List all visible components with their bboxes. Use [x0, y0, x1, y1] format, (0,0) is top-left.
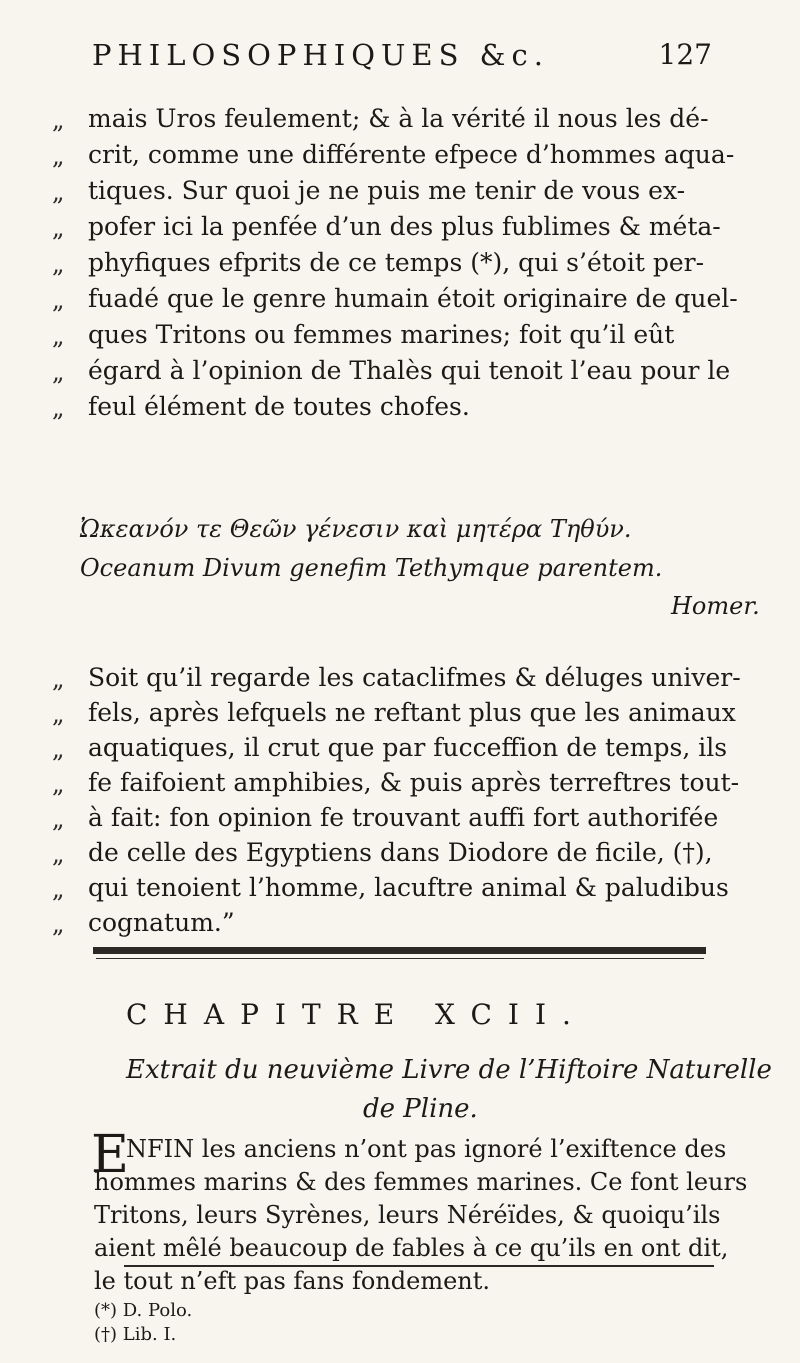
- margin-quote-mark: „: [52, 250, 65, 278]
- text-line-content: aquatiques, il crut que par fucceffion de temps, ils: [88, 733, 728, 762]
- margin-quote-mark: „: [52, 178, 65, 206]
- chapter-paragraph-line: le tout n’eft pas fans fondement.: [94, 1267, 491, 1295]
- greek-quotation: Ὠκεανόν τε Θεῶν γένεσιν καὶ μητέρα Τηθύν.: [80, 515, 632, 543]
- chapter-title: CHAPITRE XCII.: [126, 998, 587, 1031]
- chapter-paragraph-line: hommes marins & des femmes marines. Ce font leurs: [94, 1168, 748, 1196]
- latin-quotation: Oceanum Divum genefim Tethymque parentem.: [80, 554, 663, 582]
- text-line-content: cognatum.”: [88, 908, 235, 937]
- running-head: [92, 38, 712, 88]
- text-line-content: qui tenoient l’homme, lacuftre animal & paludibus: [88, 873, 729, 902]
- text-line-content: mais Uros feulement; & à la vérité il nous les dé-: [88, 104, 709, 133]
- margin-quote-mark: „: [52, 358, 65, 386]
- chapter-rule-thin: [96, 958, 704, 959]
- text-line-content: à fait: fon opinion fe trouvant auffi fort authorifée: [88, 803, 719, 832]
- margin-quote-mark: „: [52, 910, 65, 938]
- margin-quote-mark: „: [52, 142, 65, 170]
- margin-quote-mark: „: [52, 840, 65, 868]
- chapter-subtitle-line-2: de Pline.: [363, 1094, 478, 1124]
- text-line-content: fels, après lefquels ne reftant plus que les animaux: [88, 698, 736, 727]
- margin-quote-mark: „: [52, 214, 65, 242]
- footnote-2: (†) Lib. I.: [94, 1324, 177, 1345]
- margin-quote-mark: „: [52, 286, 65, 314]
- text-line-content: tiques. Sur quoi je ne puis me tenir de vous ex-: [88, 176, 686, 205]
- text-line-content: égard à l’opinion de Thalès qui tenoit l’eau pour le: [88, 356, 731, 385]
- drop-cap: E: [91, 1125, 129, 1185]
- chapter-paragraph-line: aient mêlé beaucoup de fables à ce qu’ils en ont dit,: [94, 1234, 729, 1262]
- text-line-content: fe faifoient amphibies, & puis après terreftres tout-: [88, 768, 740, 797]
- margin-quote-mark: „: [52, 770, 65, 798]
- chapter-rule-thick: [93, 947, 706, 954]
- margin-quote-mark: „: [52, 805, 65, 833]
- margin-quote-mark: „: [52, 735, 65, 763]
- margin-quote-mark: „: [52, 700, 65, 728]
- chapter-paragraph-line: Tritons, leurs Syrènes, leurs Néréïdes, & quoiqu’ils: [94, 1201, 721, 1229]
- chapter-subtitle-line-1: Extrait du neuvième Livre de l’Hiftoire Naturelle: [126, 1055, 772, 1085]
- text-line-content: fuadé que le genre humain étoit originaire de quel-: [88, 284, 738, 313]
- chapter-paragraph-line: NFIN les anciens n’ont pas ignoré l’exiftence des: [126, 1135, 727, 1163]
- text-line-content: phyfiques efprits de ce temps (*), qui s’étoit per-: [88, 248, 705, 277]
- margin-quote-mark: „: [52, 322, 65, 350]
- text-line-content: pofer ici la penfée d’un des plus fublimes & méta-: [88, 212, 721, 241]
- page-number: 127: [658, 38, 712, 71]
- footnote-rule: [124, 1265, 714, 1267]
- text-line-content: crit, comme une différente efpece d’hommes aqua-: [88, 140, 735, 169]
- text-line-content: feul élément de toutes chofes.: [88, 392, 470, 421]
- quotation-author: Homer.: [671, 592, 760, 620]
- margin-quote-mark: „: [52, 106, 65, 134]
- footnote-1: (*) D. Polo.: [94, 1300, 193, 1321]
- margin-quote-mark: „: [52, 394, 65, 422]
- margin-quote-mark: „: [52, 665, 65, 693]
- margin-quote-mark: „: [52, 875, 65, 903]
- running-title: PHILOSOPHIQUES &c.: [92, 38, 549, 72]
- text-line-content: Soit qu’il regarde les cataclifmes & déluges univer-: [88, 663, 741, 692]
- text-line-content: de celle des Egyptiens dans Diodore de ficile, (†),: [88, 838, 713, 867]
- text-line-content: ques Tritons ou femmes marines; foit qu’il eût: [88, 320, 675, 349]
